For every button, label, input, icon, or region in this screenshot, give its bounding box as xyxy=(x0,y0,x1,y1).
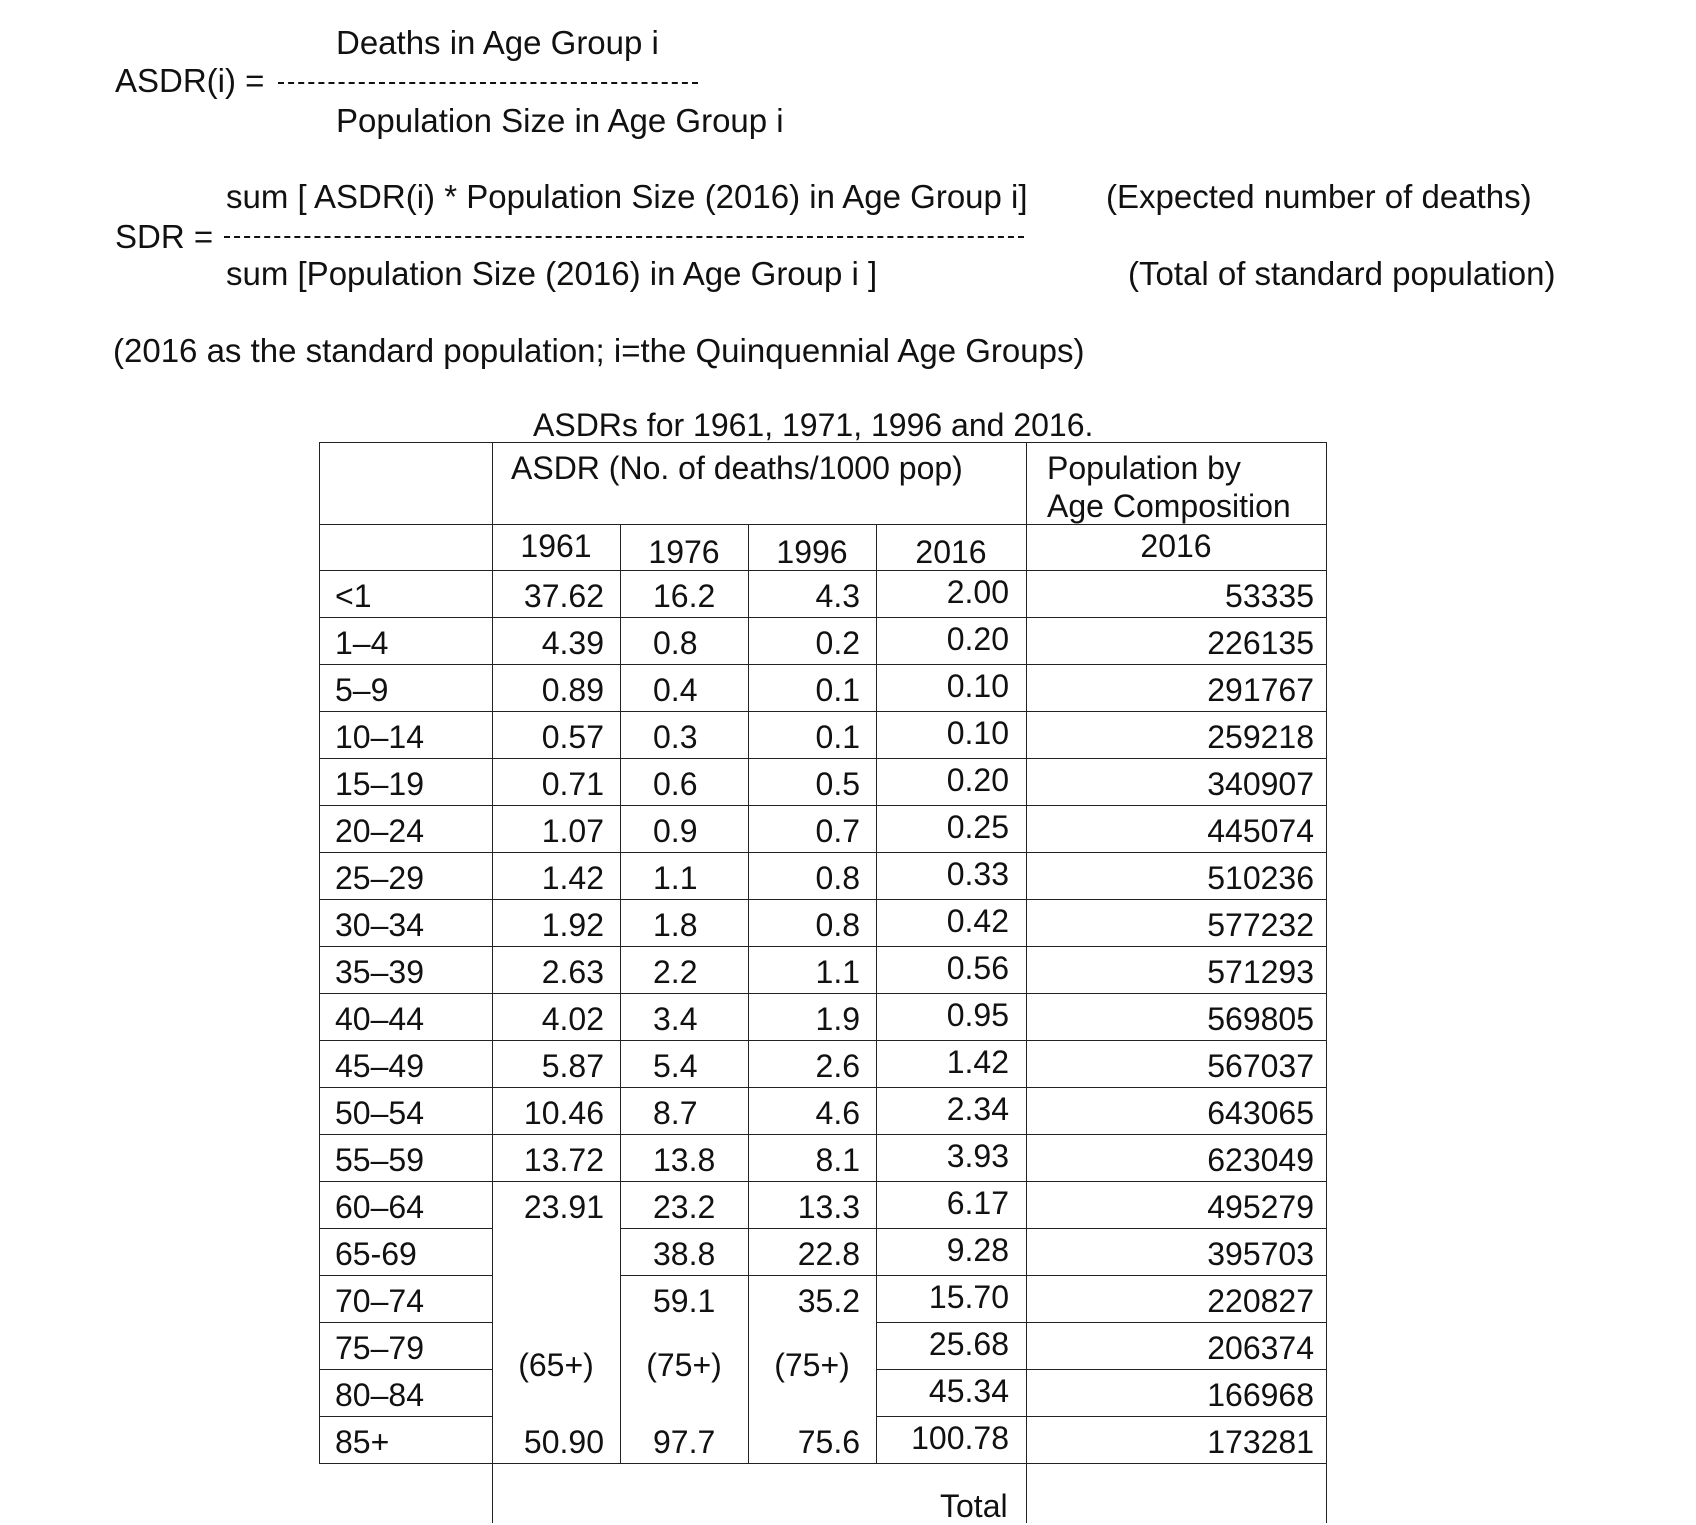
asdr-1996-cell: 0.2 xyxy=(815,625,860,661)
grid-line xyxy=(319,711,1327,712)
year-header-1961: 1961 xyxy=(520,528,592,564)
population-2016-cell: 220827 xyxy=(1207,1283,1314,1319)
asdr-1996-cell: 0.1 xyxy=(815,719,860,755)
grid-line xyxy=(319,1228,492,1229)
asdr-1976-cell: 97.7 xyxy=(653,1424,716,1460)
asdr-1961-cell: 50.90 xyxy=(523,1424,604,1460)
asdr-1961-cell: 2.63 xyxy=(541,954,604,990)
asdr-2016-cell: 3.93 xyxy=(946,1138,1009,1174)
sdr-label: SDR = xyxy=(115,218,214,255)
asdr-2016-cell: 6.17 xyxy=(946,1185,1009,1221)
grid-line xyxy=(319,664,1327,665)
asdr-1976-cell: 0.6 xyxy=(653,766,698,802)
asdr-1961-cell: 10.46 xyxy=(523,1095,604,1131)
population-2016-cell: 567037 xyxy=(1207,1048,1314,1084)
asdr-2016-cell: 0.56 xyxy=(946,950,1009,986)
asdr-1961-cell: 23.91 xyxy=(523,1189,604,1225)
asdr-1961-cell: 37.62 xyxy=(523,578,604,614)
asdr-2016-cell: 1.42 xyxy=(946,1044,1009,1080)
standard-population-note: (2016 as the standard population; i=the Quinquennial Age Groups) xyxy=(113,332,1085,369)
asdr-table xyxy=(319,442,1330,1522)
asdr-2016-cell: 0.20 xyxy=(946,762,1009,798)
grid-line xyxy=(319,1040,1327,1041)
asdr-1996-cell: 1.1 xyxy=(815,954,860,990)
grid-line xyxy=(876,1416,1327,1417)
grid-line xyxy=(319,1181,1327,1182)
grid-line xyxy=(319,1134,1327,1135)
asdr-1996-cell: 22.8 xyxy=(797,1236,860,1272)
grid-line xyxy=(319,805,1327,806)
group-label-1976: (75+) xyxy=(646,1347,722,1383)
asdr-1976-cell: 0.3 xyxy=(653,719,698,755)
asdr-1996-cell: 0.8 xyxy=(815,907,860,943)
population-2016-cell: 395703 xyxy=(1207,1236,1314,1272)
grid-line xyxy=(319,1369,492,1370)
asdr-1976-cell: 59.1 xyxy=(653,1283,716,1319)
grid-line xyxy=(319,852,1327,853)
sdr-numerator: sum [ ASDR(i) * Population Size (2016) in Age Group i] xyxy=(226,178,1028,215)
asdr-2016-cell: 0.20 xyxy=(946,621,1009,657)
asdr-1996-cell: 1.9 xyxy=(815,1001,860,1037)
table-caption: ASDRs for 1961, 1971, 1996 and 2016. xyxy=(533,407,1094,443)
grid-line xyxy=(319,442,320,1463)
age-group-cell: 80–84 xyxy=(335,1377,424,1413)
population-2016-cell: 495279 xyxy=(1207,1189,1314,1225)
asdr-1996-cell: 0.1 xyxy=(815,672,860,708)
asdr-1996-cell: 4.6 xyxy=(815,1095,860,1131)
asdr-1961-cell: 5.87 xyxy=(541,1048,604,1084)
age-group-cell: 25–29 xyxy=(335,860,424,896)
population-2016-cell: 291767 xyxy=(1207,672,1314,708)
age-group-cell: 85+ xyxy=(335,1424,390,1460)
asdr-1976-cell: 23.2 xyxy=(653,1189,716,1225)
age-group-cell: 75–79 xyxy=(335,1330,424,1366)
grid-line xyxy=(319,1416,492,1417)
asdr-2016-cell: 100.78 xyxy=(911,1420,1009,1456)
grid-line xyxy=(1326,442,1327,1523)
asdr-1961-cell: 4.02 xyxy=(541,1001,604,1037)
asdr-1996-cell: 13.3 xyxy=(797,1189,860,1225)
population-2016-cell: 623049 xyxy=(1207,1142,1314,1178)
asdr-1976-cell: 0.9 xyxy=(653,813,698,849)
grid-line xyxy=(319,993,1327,994)
asdr-2016-cell: 15.70 xyxy=(928,1279,1009,1315)
age-group-cell: 5–9 xyxy=(335,672,389,708)
asdr-2016-cell: 0.10 xyxy=(946,715,1009,751)
asdr-1996-cell: 8.1 xyxy=(815,1142,860,1178)
age-group-cell: 70–74 xyxy=(335,1283,424,1319)
asdr-2016-cell: 0.95 xyxy=(946,997,1009,1033)
asdr-1961-cell: 1.92 xyxy=(541,907,604,943)
population-year-header: 2016 xyxy=(1140,528,1212,564)
group-label-1996: (75+) xyxy=(774,1347,850,1383)
age-group-cell: 45–49 xyxy=(335,1048,424,1084)
age-group-cell: 40–44 xyxy=(335,1001,424,1037)
grid-line xyxy=(319,1463,1327,1464)
grid-line xyxy=(319,758,1327,759)
age-group-cell: 35–39 xyxy=(335,954,424,990)
asdr-2016-cell: 2.34 xyxy=(946,1091,1009,1127)
asdr-1996-cell: 0.8 xyxy=(815,860,860,896)
population-header-line2: Age Composition xyxy=(1047,488,1291,524)
grid-line xyxy=(319,442,1327,443)
grid-line xyxy=(620,1228,1327,1229)
asdr-2016-cell: 25.68 xyxy=(928,1326,1009,1362)
asdr-1961-cell: 4.39 xyxy=(541,625,604,661)
grid-line xyxy=(876,1322,1327,1323)
asdr-1996-cell: 0.5 xyxy=(815,766,860,802)
asdr-1961-cell: 1.07 xyxy=(541,813,604,849)
age-group-cell: 55–59 xyxy=(335,1142,424,1178)
asdr-2016-cell: 0.25 xyxy=(946,809,1009,845)
grid-line xyxy=(492,442,493,1523)
population-2016-cell: 577232 xyxy=(1207,907,1314,943)
population-2016-cell: 510236 xyxy=(1207,860,1314,896)
asdr-1976-cell: 16.2 xyxy=(653,578,716,614)
sdr-denominator: sum [Population Size (2016) in Age Group i ] xyxy=(226,255,878,292)
population-2016-cell: 259218 xyxy=(1207,719,1314,755)
grid-line xyxy=(319,1322,492,1323)
population-2016-cell: 226135 xyxy=(1207,625,1314,661)
total-label: Total xyxy=(940,1488,1008,1524)
age-group-cell: 65-69 xyxy=(335,1236,417,1272)
age-group-cell: 15–19 xyxy=(335,766,424,802)
age-group-cell: 10–14 xyxy=(335,719,424,755)
population-2016-cell: 53335 xyxy=(1225,578,1314,614)
age-group-cell: 20–24 xyxy=(335,813,424,849)
asdr-1961-cell: 0.57 xyxy=(541,719,604,755)
population-2016-cell: 569805 xyxy=(1207,1001,1314,1037)
population-header-line1: Population by xyxy=(1047,450,1241,486)
grid-line xyxy=(876,524,877,1463)
asdr-1976-cell: 38.8 xyxy=(653,1236,716,1272)
asdr-header: ASDR (No. of deaths/1000 pop) xyxy=(511,450,963,486)
asdr-1996-cell: 35.2 xyxy=(797,1283,860,1319)
age-group-cell: <1 xyxy=(335,578,372,614)
grid-line xyxy=(319,946,1327,947)
asdr-fraction-bar xyxy=(278,82,698,84)
asdr-2016-cell: 2.00 xyxy=(946,574,1009,610)
age-group-cell: 50–54 xyxy=(335,1095,424,1131)
grid-line xyxy=(1026,442,1027,1523)
age-group-cell: 1–4 xyxy=(335,625,389,661)
grid-line xyxy=(319,570,1327,571)
asdr-1961-cell: 1.42 xyxy=(541,860,604,896)
asdr-numerator: Deaths in Age Group i xyxy=(336,24,659,61)
asdr-2016-cell: 0.10 xyxy=(946,668,1009,704)
population-2016-cell: 340907 xyxy=(1207,766,1314,802)
asdr-1976-cell: 0.8 xyxy=(653,625,698,661)
population-2016-cell: 643065 xyxy=(1207,1095,1314,1131)
asdr-1976-cell: 13.8 xyxy=(653,1142,716,1178)
population-2016-cell: 206374 xyxy=(1207,1330,1314,1366)
asdr-1976-cell: 8.7 xyxy=(653,1095,698,1131)
asdr-1976-cell: 2.2 xyxy=(653,954,698,990)
asdr-2016-cell: 45.34 xyxy=(928,1373,1009,1409)
grid-line xyxy=(876,1369,1327,1370)
asdr-2016-cell: 0.42 xyxy=(946,903,1009,939)
population-2016-cell: 166968 xyxy=(1207,1377,1314,1413)
asdr-1976-cell: 0.4 xyxy=(653,672,698,708)
grid-line xyxy=(748,524,749,1463)
asdr-1961-cell: 0.89 xyxy=(541,672,604,708)
population-2016-cell: 571293 xyxy=(1207,954,1314,990)
grid-line xyxy=(319,1275,492,1276)
sdr-fraction-bar xyxy=(224,236,1024,238)
asdr-1996-cell: 2.6 xyxy=(815,1048,860,1084)
population-2016-cell: 173281 xyxy=(1207,1424,1314,1460)
asdr-2016-cell: 9.28 xyxy=(946,1232,1009,1268)
asdr-1961-cell: 13.72 xyxy=(523,1142,604,1178)
grid-line xyxy=(620,1275,1327,1276)
year-header-1996: 1996 xyxy=(776,534,848,570)
grid-line xyxy=(319,899,1327,900)
asdr-1976-cell: 1.1 xyxy=(653,860,698,896)
sdr-numerator-note: (Expected number of deaths) xyxy=(1106,178,1532,215)
year-header-2016: 2016 xyxy=(915,534,987,570)
age-group-cell: 60–64 xyxy=(335,1189,424,1225)
asdr-2016-cell: 0.33 xyxy=(946,856,1009,892)
asdr-1976-cell: 5.4 xyxy=(653,1048,698,1084)
asdr-1996-cell: 75.6 xyxy=(797,1424,860,1460)
grid-line xyxy=(620,524,621,1463)
asdr-1996-cell: 0.7 xyxy=(815,813,860,849)
year-header-1976: 1976 xyxy=(648,534,720,570)
population-2016-cell: 445074 xyxy=(1207,813,1314,849)
asdr-1961-cell: 0.71 xyxy=(541,766,604,802)
age-group-cell: 30–34 xyxy=(335,907,424,943)
sdr-denominator-note: (Total of standard population) xyxy=(1128,255,1556,292)
asdr-1976-cell: 1.8 xyxy=(653,907,698,943)
asdr-1976-cell: 3.4 xyxy=(653,1001,698,1037)
asdr-denominator: Population Size in Age Group i xyxy=(336,102,784,139)
group-label-1961: (65+) xyxy=(518,1347,594,1383)
asdr-1996-cell: 4.3 xyxy=(815,578,860,614)
asdr-label: ASDR(i) = xyxy=(115,62,265,99)
grid-line xyxy=(319,617,1327,618)
grid-line xyxy=(319,1087,1327,1088)
grid-line xyxy=(319,524,1327,525)
